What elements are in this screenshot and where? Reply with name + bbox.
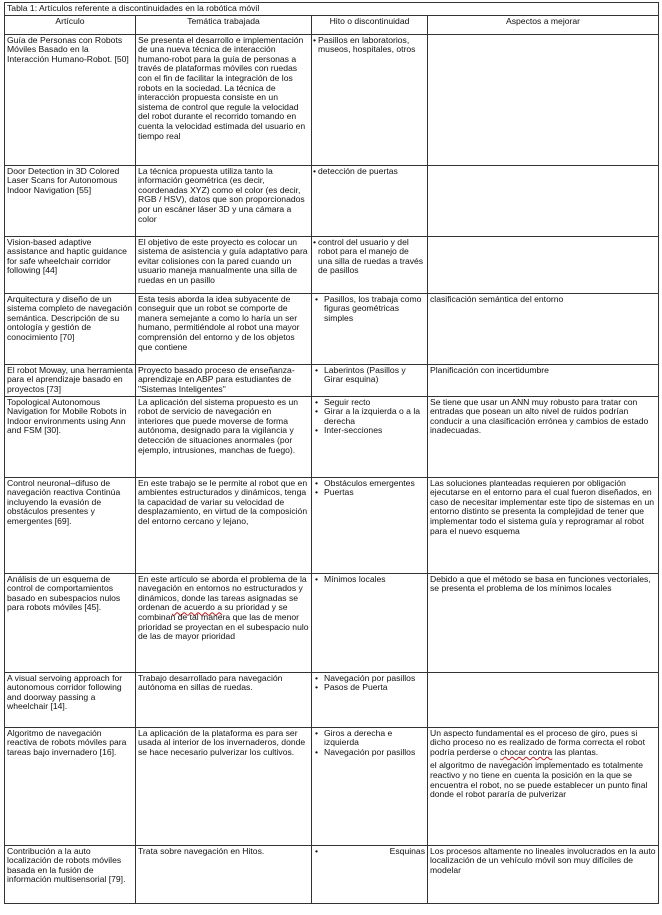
cell-articulo: El robot Moway, una herramienta para el aprendizaje basado en proyectos [73] [5, 364, 136, 396]
hito-item: • control del usuario y del robot para el manejo de una silla de ruedas a través de pasillos [314, 238, 425, 276]
cell-aspectos: Planificación con incertidumbre [428, 364, 659, 396]
caption-row [5, 3, 659, 16]
hito-item: • Pasillos, los trabaja como figuras geométricas simples [314, 295, 425, 324]
cell-tematica: Se presenta el desarrollo e implementación de una nueva técnica de interacción humano-robot para la guía de personas a través de plataformas móviles con ruedas con el fin de facilitar la integración de los robots en la sociedad. La técnica de interacción propuesta consiste en un sistema de control que regule la velocidad del robot durante el recorrido tomando en cuenta la velocidad estimada del usuario en tiempo real [136, 34, 312, 165]
cell-hito [312, 396, 428, 477]
tematica-text: En este artículo se aborda el problema de la navegación en entornos no estructurados y dinámicos, donde las tareas asignadas se ordenan [138, 573, 307, 613]
cell-hito [312, 573, 428, 672]
table-caption: Tabla 1: Artículos referente a discontinuidades en la robótica móvil [5, 3, 659, 16]
cell-tematica: Proyecto basado proceso de enseñanza-aprendizaje en ABP para estudiantes de "Sistemas Inteligentes" [136, 364, 312, 396]
cell-hito [312, 727, 428, 845]
articles-table [4, 2, 659, 904]
table-row [5, 396, 659, 477]
cell-tematica: El objetivo de este proyecto es colocar un sistema de asistencia y guía adaptativo para evitar colisiones con la pared cuando un usuario maneja manualmente una silla de ruedas en un pasillo [136, 236, 312, 293]
aspectos-paragraph [430, 729, 656, 758]
hito-item: • Puertas [314, 488, 425, 498]
hito-item: • Pasos de Puerta [314, 683, 425, 693]
cell-articulo: Door Detection in 3D Colored Laser Scans for Autonomous Indoor Navigation [55] [5, 165, 136, 236]
cell-hito [312, 672, 428, 727]
cell-hito [312, 477, 428, 573]
cell-hito [312, 236, 428, 293]
table-row [5, 727, 659, 845]
cell-aspectos: clasificación semántica del entorno [428, 293, 659, 364]
cell-hito [312, 364, 428, 396]
cell-hito [312, 845, 428, 903]
cell-articulo: Topological Autonomous Navigation for Mobile Robots in Indoor environments using Ann and FSM [30]. [5, 396, 136, 477]
cell-aspectos: Se tiene que usar un ANN muy robusto para tratar con entradas que posean un alto nivel de ruidos podrían conducir a una clasificación errónea y cambios de estado inadecuadas. [428, 396, 659, 477]
aspectos-text: Un aspecto fundamental es el proceso de giro, pues si dicho proceso no es realizado de forma correcta el robot podría perderse o [430, 727, 645, 757]
cell-aspectos [428, 672, 659, 727]
cell-articulo: Control neuronal–difuso de navegación reactiva Continúa incluyendo la evasión de obstáculos presentes y emergentes [69]. [5, 477, 136, 573]
table-row [5, 573, 659, 672]
cell-tematica [136, 573, 312, 672]
table-row [5, 477, 659, 573]
cell-tematica: La técnica propuesta utiliza tanto la información geométrica (es decir, coordenadas XYZ) como el color (es decir, RGB / HSV), datos que son proporcionados por un escáner láser 3D y una cámara a color [136, 165, 312, 236]
cell-articulo: Vision-based adaptive assistance and haptic guidance for safe wheelchair corridor following [44] [5, 236, 136, 293]
hito-item: • Girar a la izquierda o a la derecha [314, 407, 425, 426]
table-row [5, 845, 659, 903]
cell-articulo: Arquitectura y diseño de un sistema completo de navegación semántica. Descripción de su ontología y gestión de conocimiento [70] [5, 293, 136, 364]
cell-aspectos [428, 236, 659, 293]
hito-item: • Giros a derecha e izquierda [314, 729, 425, 748]
hito-item: • Seguir recto [314, 398, 425, 408]
table-row [5, 293, 659, 364]
cell-hito [312, 293, 428, 364]
cell-articulo: Contribución a la auto localización de robots móviles basada en la fusión de información multisensorial [79]. [5, 845, 136, 903]
hito-item: • Mínimos locales [314, 575, 425, 585]
hito-item: • Esquinas [314, 847, 425, 857]
aspectos-text: las plantas. [552, 746, 599, 757]
cell-aspectos: Las soluciones planteadas requieren por obligación ejecutarse en el entorno para el cual fueron diseñados, en caso de necesitar implementar este tipo de sistemas en un entorno distinto se presenta la complejidad de tener que implementar todo el sistema guía y reprogramar al robot para el nuevo esquema [428, 477, 659, 573]
cell-aspectos: Debido a que el método se basa en funciones vectoriales, se presenta el problema de los mínimos locales [428, 573, 659, 672]
header-tematica: Temática trabajada [136, 15, 312, 34]
cell-tematica: La aplicación de la plataforma es para ser usada al interior de los invernaderos, donde se hace necesario pulverizar los cultivos. [136, 727, 312, 845]
table-row [5, 364, 659, 396]
cell-aspectos: Los procesos altamente no lineales involucrados en la auto localización de un vehículo móvil son muy difíciles de modelar [428, 845, 659, 903]
cell-tematica: Trabajo desarrollado para navegación autónoma en sillas de ruedas. [136, 672, 312, 727]
cell-tematica: En este trabajo se le permite al robot que en ambientes estructurados y dinámicos, tenga la capacidad de variar su velocidad de desplazamiento, en virtud de la composición del entorno cercano y lejano, [136, 477, 312, 573]
cell-hito [312, 165, 428, 236]
cell-articulo: Guía de Personas con Robots Móviles Basado en la Interacción Humano-Robot. [50] [5, 34, 136, 165]
hito-item: • Laberintos (Pasillos y Girar esquina) [314, 366, 425, 385]
cell-tematica: La aplicación del sistema propuesto es un robot de servicio de navegación en interiores que puede moverse de forma autónoma, designado para la vigilancia y detección de situaciones anormales (por ejemplo, intrusiones, manchas de fuego). [136, 396, 312, 477]
spellcheck-underlined-text: de acuerdo a [171, 602, 223, 613]
cell-hito [312, 34, 428, 165]
tematica-text: su prioridad y se combinan de tal manera que las de menor prioridad se proyectan en el subespacio nulo de las de mayor prioridad [138, 602, 309, 642]
header-hito: Hito o discontinuidad [312, 15, 428, 34]
header-aspectos: Aspectos a mejorar [428, 15, 659, 34]
table-row [5, 165, 659, 236]
table-row [5, 236, 659, 293]
cell-articulo: A visual servoing approach for autonomous corridor following and doorway passing a wheelchair [14]. [5, 672, 136, 727]
hito-item: • Navegación por pasillos [314, 748, 425, 758]
cell-aspectos [428, 727, 659, 845]
cell-tematica: Trata sobre navegación en Hitos. [136, 845, 312, 903]
hito-item: • detección de puertas [314, 167, 425, 177]
cell-articulo: Análisis de un esquema de control de comportamientos basado en subespacios nulos para robots móviles [45]. [5, 573, 136, 672]
header-row [5, 15, 659, 34]
header-articulo: Artículo [5, 15, 136, 34]
cell-tematica: Esta tesis aborda la idea subyacente de conseguir que un robot se comporte de manera semejante a como lo haría un ser humano, permitiéndole al robot una mayor comprensión del entorno y de los objetos que contiene [136, 293, 312, 364]
aspectos-paragraph: el algoritmo de navegación implementado es totalmente reactivo y no tiene en cuenta la posición en la que se encuentra el robot, no se puede establecer un punto final donde el robot pararía de pulverizar [430, 760, 648, 800]
cell-articulo: Algoritmo de navegación reactiva de robots móviles para tareas bajo invernadero [16]. [5, 727, 136, 845]
spellcheck-underlined-text: chocar contra [500, 746, 553, 757]
hito-item: • Pasillos en laboratorios, museos, hospitales, otros [314, 36, 425, 55]
cell-aspectos [428, 165, 659, 236]
cell-aspectos [428, 34, 659, 165]
table-row [5, 672, 659, 727]
hito-item: • Navegación por pasillos [314, 674, 425, 684]
table-row [5, 34, 659, 165]
hito-item: • Obstáculos emergentes [314, 479, 425, 489]
hito-item: • Inter-secciones [314, 426, 425, 436]
